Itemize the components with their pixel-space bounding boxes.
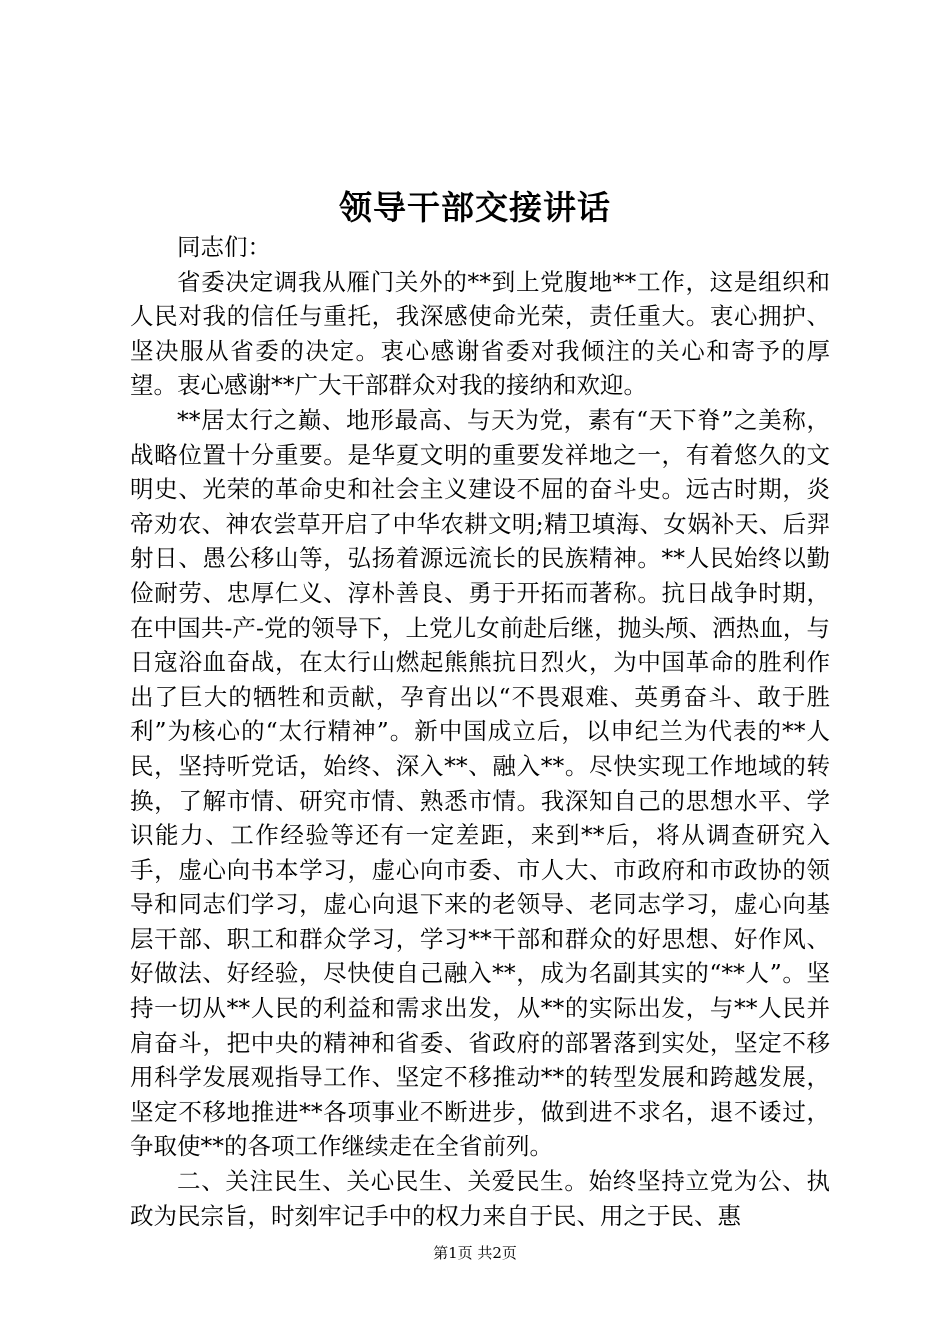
salutation-paragraph: 同志们： [177, 233, 271, 261]
body-paragraph: 二、关注民生、关心民生、关爱民生。始终坚持立党为公、执政为民宗旨，时刻牢记手中的权力来自于民、用之于民、惠 [130, 1167, 830, 1230]
document-body [130, 230, 830, 1233]
document-title: 领导干部交接讲话 [339, 188, 611, 227]
body-paragraph: 省委决定调我从雁门关外的**到上党腹地**工作，这是组织和人民对我的信任与重托，我深感使命光荣，责任重大。衷心拥护、坚决服从省委的决定。衷心感谢省委对我倾注的关心和寄予的厚望。衷心感谢**广大干部群众对我的接纳和欢迎。 [130, 267, 830, 400]
page-number-footer: 第1页 共2页 [433, 1244, 517, 1262]
body-paragraph: **居太行之巅、地形最高、与天为党，素有“天下脊”之美称，战略位置十分重要。是华夏文明的重要发祥地之一，有着悠久的文明史、光荣的革命史和社会主义建设不屈的奋斗史。远古时期，炎帝劝农、神农尝草开启了中华农耕文明;精卫填海、女娲补天、后羿射日、愚公移山等，弘扬着源远流长的民族精神。**人民始终以勤俭耐劳、忠厚仁义、淳朴善良、勇于开拓而著称。抗日战争时期，在中国共-产-党的领导下，上党儿女前赴后继，抛头颅、洒热血，与日寇浴血奋战，在太行山燃起熊熊抗日烈火，为中国革命的胜利作出了巨大的牺牲和贡献，孕育出以“不畏艰难、英勇奋斗、敢于胜利”为核心的“太行精神”。新中国成立后，以申纪兰为代表的**人民，坚持听党话，始终、深入**、融入**。尽快实现工作地域的转换，了解市情、研究市情、熟悉市情。我深知自己的思想水平、学识能力、工作经验等还有一定差距，来到**后，将从调查研究入手，虚心向书本学习，虚心向市委、市人大、市政府和市政协的领导和同志们学习，虚心向退下来的老领导、老同志学习，虚心向基层干部、职工和群众学习，学习**干部和群众的好思想、好作风、好做法、好经验，尽快使自己融入**，成为名副其实的“**人”。坚持一切从**人民的利益和需求出发，从**的实际出发，与**人民并肩奋斗，把中央的精神和省委、省政府的部署落到实处，坚定不移用科学发展观指导工作、坚定不移推动**的转型发展和跨越发展，坚定不移地推进**各项事业不断进步，做到进不求名，退不诿过，争取使**的各项工作继续走在全省前列。 [130, 405, 830, 1161]
